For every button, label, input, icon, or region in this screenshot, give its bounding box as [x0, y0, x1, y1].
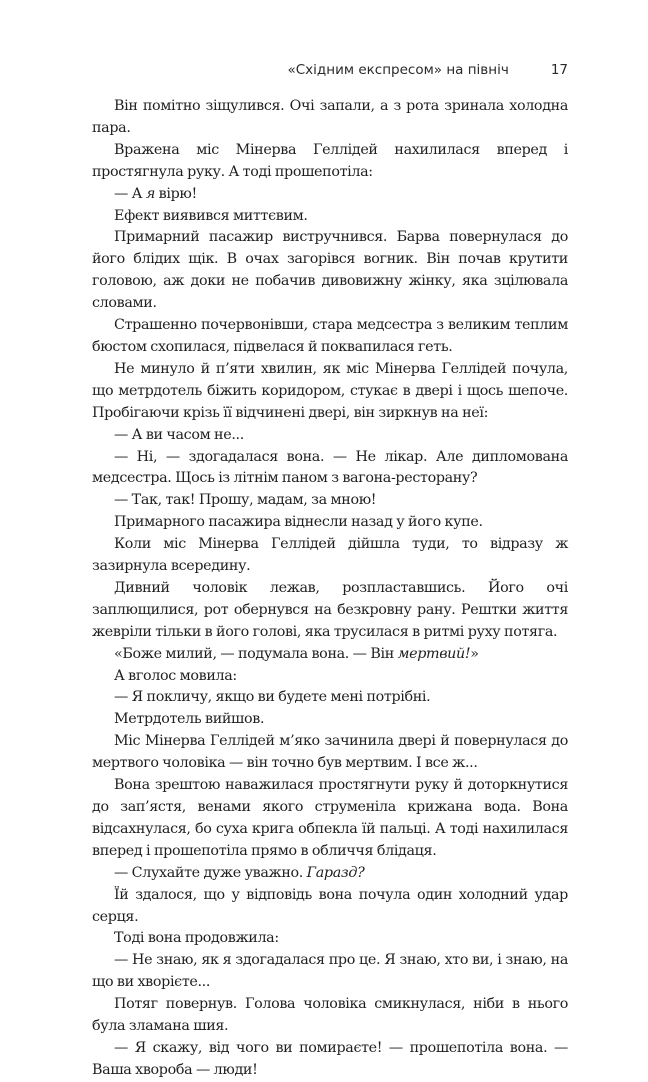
body-text	[92, 96, 568, 1082]
italic-emphasis: мертвий!	[397, 645, 471, 662]
paragraph	[92, 359, 568, 425]
paragraph-text: Тоді вона продовжила:	[114, 930, 279, 947]
paragraph-text: — А ви часом не...	[114, 426, 244, 443]
running-header-title: «Східним експресом» на північ	[287, 62, 509, 78]
paragraph	[92, 994, 568, 1038]
italic-emphasis: я	[145, 185, 155, 202]
paragraph-text: — Я скажу, від чого ви помираєте! — прошепотіла вона. — Ваша хвороба — люди!	[92, 1039, 568, 1078]
paragraph	[92, 534, 568, 578]
paragraph	[92, 227, 568, 315]
paragraph-text: Міс Мінерва Геллідей м’яко зачинила двері й повернулася до мертвого чоловіка — він точно був мертвим. І все ж...	[92, 733, 568, 772]
paragraph	[92, 687, 568, 709]
paragraph-text: Їй здалося, що у відповідь вона почула один холодний удар серця.	[92, 886, 568, 925]
paragraph	[92, 140, 568, 184]
paragraph-text: »	[470, 645, 479, 662]
paragraph-text: Страшенно почервонівши, стара медсестра з великим теплим бюстом схопилася, підвелася й поквапилася геть.	[92, 317, 568, 355]
paragraph	[92, 666, 568, 688]
paragraph	[92, 775, 568, 863]
paragraph	[92, 315, 568, 359]
italic-emphasis: Гаразд?	[306, 864, 365, 881]
paragraph	[92, 206, 568, 228]
paragraph	[92, 928, 568, 950]
paragraph	[92, 863, 568, 885]
paragraph-text: Не минуло й п’яти хвилин, як міс Мінерва Геллідей почула, що метрдотель біжить коридором, стукає в двері і щось шепоче. Пробігаючи крізь її відчинені двері, він зиркнув на неї:	[92, 360, 568, 421]
paragraph-text: Метрдотель вийшов.	[114, 711, 265, 728]
paragraph-text: Ефект виявився миттєвим.	[114, 207, 308, 224]
paragraph	[92, 184, 568, 206]
paragraph	[92, 578, 568, 644]
paragraph	[92, 709, 568, 731]
paragraph	[92, 447, 568, 491]
paragraph-text: «Боже милий, — подумала вона. — Він	[114, 645, 398, 662]
paragraph	[92, 731, 568, 775]
paragraph-text: Примарний пасажир вистручнився. Барва повернулася до його блідих щік. В очах загорівся вогник. Він почав крутити головою, аж доки не побачив дивовижну жінку, яка зцілювала словами.	[92, 229, 568, 312]
paragraph	[92, 885, 568, 929]
paragraph-text: Вона зрештою наважилася простягнути руку й доторкнутися до зап’ястя, венами якого струменіла крижана вода. Вона відсахнулася, бо суха крига обпекла їй пальці. А тоді нахилилася вперед і прошепотіла прямо в обличчя блідаця.	[92, 777, 568, 859]
page-number: 17	[550, 62, 568, 78]
paragraph-text: — Так, так! Прошу, мадам, за мною!	[114, 492, 377, 509]
paragraph	[92, 425, 568, 447]
running-header	[92, 62, 568, 78]
paragraph-text: вірю!	[154, 185, 197, 202]
paragraph-text: Дивний чоловік лежав, розпластавшись. Його очі заплющилися, рот обернувся на безкровну рану. Рештки життя жевріли тільки в його голові, яка трусилася в ритмі руху потяга.	[92, 579, 568, 640]
paragraph-text: — Не знаю, як я здогадалася про це. Я знаю, хто ви, і знаю, на що ви хворієте...	[92, 952, 568, 991]
paragraph-text: Потяг повернув. Голова чоловіка смикнулася, ніби в нього була зламана шия.	[92, 996, 568, 1035]
paragraph	[92, 644, 568, 666]
paragraph-text: — Я покличу, якщо ви будете мені потрібні.	[114, 689, 431, 706]
paragraph	[92, 950, 568, 994]
paragraph-text: Він помітно зіщулився. Очі запали, а з рота зринала холодна пара.	[92, 98, 568, 136]
paragraph-text: — Ні, — здогадалася вона. — Не лікар. Але дипломована медсестра. Щось із літнім паном з вагона-ресторану?	[92, 448, 568, 487]
paragraph	[92, 1038, 568, 1082]
paragraph	[92, 512, 568, 534]
paragraph	[92, 96, 568, 140]
paragraph-text: — Слухайте дуже уважно.	[114, 864, 307, 881]
paragraph-text: Примарного пасажира віднесли назад у його купе.	[114, 514, 483, 531]
paragraph	[92, 490, 568, 512]
paragraph-text: — А	[114, 185, 146, 202]
paragraph-text: Вражена міс Мінерва Геллідей нахилилася вперед і простягнула руку. А тоді прошепотіла:	[92, 141, 568, 180]
paragraph-text: Коли міс Мінерва Геллідей дійшла туди, то відразу ж зазирнула всередину.	[92, 536, 568, 575]
paragraph-text: А вголос мовила:	[114, 667, 237, 684]
